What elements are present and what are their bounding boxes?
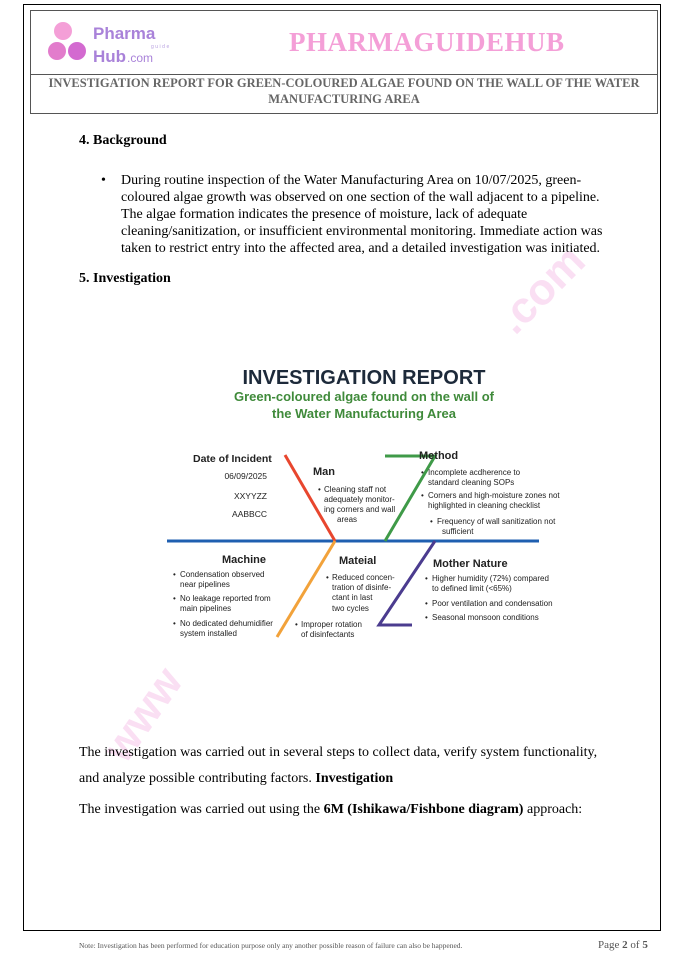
bullet-icon: • [421, 491, 424, 500]
bullet-icon: • [173, 619, 176, 628]
report-title-line2: MANUFACTURING AREA [268, 92, 420, 106]
para-line-2 [79, 766, 619, 792]
investigation-heading: 5. Investigation [79, 271, 171, 286]
figure-title: INVESTIGATION REPORT [242, 367, 486, 389]
bullet-icon: • [326, 573, 329, 582]
watermark-top: .com [487, 236, 595, 344]
machine-cause-line: No leakage reported from [180, 594, 271, 603]
report-title [31, 75, 657, 107]
fishbone-diagram [167, 357, 587, 647]
incident-label: Date of Incident [193, 453, 272, 465]
bullet-icon: • [318, 485, 321, 494]
bullet-icon: • [430, 517, 433, 526]
para-text: approach: [526, 802, 583, 817]
incident-code-2: AABBCC [232, 509, 267, 519]
para-line: The investigation was carried out in several steps to collect data, verify system functionality, [79, 745, 598, 760]
logo-text-suffix: .com [127, 51, 154, 65]
bullet-icon: • [425, 599, 428, 608]
logo-text-bottom: Hub [93, 47, 127, 66]
machine-cause-line: No dedicated dehumidifier [180, 619, 273, 628]
machine-cause-line: near pipelines [180, 580, 230, 589]
machine-cause-line: system installed [180, 629, 237, 638]
bullet-icon: • [173, 594, 176, 603]
bullet-icon: • [425, 574, 428, 583]
page-label: Page [598, 939, 620, 951]
figure-subtitle-line2: the Water Manufacturing Area [272, 406, 456, 421]
man-cause-line: adequately monitor- [324, 495, 395, 504]
para-text: The investigation was carried out using the [79, 802, 321, 817]
material-cause-line: ctant in last [332, 593, 373, 602]
mother-nature-label: Mother Nature [433, 558, 508, 570]
machine-cause-line: main pipelines [180, 604, 232, 613]
method-cause-line: Corners and high-moisture zones not [428, 491, 560, 500]
man-cause-line: ing corners and wall [324, 505, 396, 514]
bullet-icon: • [295, 620, 298, 629]
mother-nature-cause-line: Seasonal monsoon conditions [432, 613, 539, 622]
method-cause-line: sufficient [442, 527, 474, 536]
page-number [598, 939, 648, 951]
mother-nature-cause-line: to defined limit (<65%) [432, 584, 512, 593]
bullet-line: taken to restrict entry into the affected area, and a detailed investigation was initiated. [121, 241, 601, 256]
man-cause-line: areas [337, 515, 358, 524]
page-total: 5 [642, 939, 648, 951]
para-text: and analyze possible contributing factors. [79, 771, 312, 786]
material-cause-line: two cycles [332, 604, 369, 613]
logo-dot-3 [68, 42, 86, 60]
material-cause-line: Improper rotation [301, 620, 362, 629]
approach-paragraph [79, 797, 619, 823]
logo-text-top: Pharma [93, 24, 156, 43]
material-label: Mateial [339, 555, 377, 567]
bullet-line: cleaning/sanitization, or insufficient environmental monitoring. Immediate action was [121, 224, 603, 239]
man-label: Man [313, 466, 335, 478]
bullet-line: During routine inspection of the Water Manufacturing Area on 10/07/2025, green- [121, 173, 582, 188]
machine-cause-line: Condensation observed [180, 570, 265, 579]
watermark-bottom: www [93, 658, 193, 771]
bullet-icon: • [425, 613, 428, 622]
method-cause-line: standard cleaning SOPs [428, 478, 515, 487]
figure-subtitle-line1: Green-coloured algae found on the wall of [233, 389, 495, 404]
bullet-icon: • [173, 570, 176, 579]
machine-label: Machine [222, 554, 267, 566]
material-cause-line: Reduced concen- [332, 573, 395, 582]
para-bold: Investigation [315, 771, 394, 786]
background-heading: 4. Background [79, 133, 167, 148]
bullet-line: The algae formation indicates the presence of moisture, lack of adequate [121, 207, 528, 222]
background-bullet-text [121, 172, 603, 257]
header-top-row [31, 11, 657, 75]
pharmaguidehub-logo [47, 19, 187, 69]
incident-date: 06/09/2025 [224, 471, 267, 481]
method-label: Method [419, 450, 459, 462]
logo-dot-1 [54, 22, 72, 40]
material-cause-line: tration of disinfe- [332, 583, 392, 592]
page-of: of [630, 939, 640, 951]
method-cause-line: Frequency of wall sanitization not [437, 517, 556, 526]
method-cause-line: Incomplete acdherence to [428, 468, 521, 477]
bullet-dot: • [101, 173, 106, 188]
incident-code-1: XXYYZZ [233, 491, 267, 501]
brand-title: PHARMAGUIDEHUB [289, 27, 565, 57]
mother-nature-cause-line: Higher humidity (72%) compared [432, 574, 549, 583]
bullet-icon: • [421, 468, 424, 477]
bullet-line: coloured algae growth was observed on one section of the wall adjacent to a pipeline. [121, 190, 600, 205]
background-bullet [103, 172, 603, 257]
footer-note: Note: Investigation has been performed for education purpose only any another possible reason of failure can also be happened. [79, 941, 463, 950]
page-current: 2 [622, 939, 628, 951]
material-cause-line: of disinfectants [301, 630, 355, 639]
method-cause-line: highlighted in cleaning checklist [428, 501, 541, 510]
mother-nature-cause-line: Poor ventilation and condensation [432, 599, 553, 608]
investigation-paragraph [79, 740, 619, 792]
document-header [30, 10, 658, 114]
logo-dot-2 [48, 42, 66, 60]
man-cause-line: Cleaning staff not [324, 485, 387, 494]
para-bold: 6M (Ishikawa/Fishbone diagram) [323, 802, 524, 817]
logo-text-mid: guide [151, 44, 171, 50]
report-title-line1: INVESTIGATION REPORT FOR GREEN-COLOURED ALGAE FOUND ON THE WALL OF THE WATER [48, 76, 640, 90]
